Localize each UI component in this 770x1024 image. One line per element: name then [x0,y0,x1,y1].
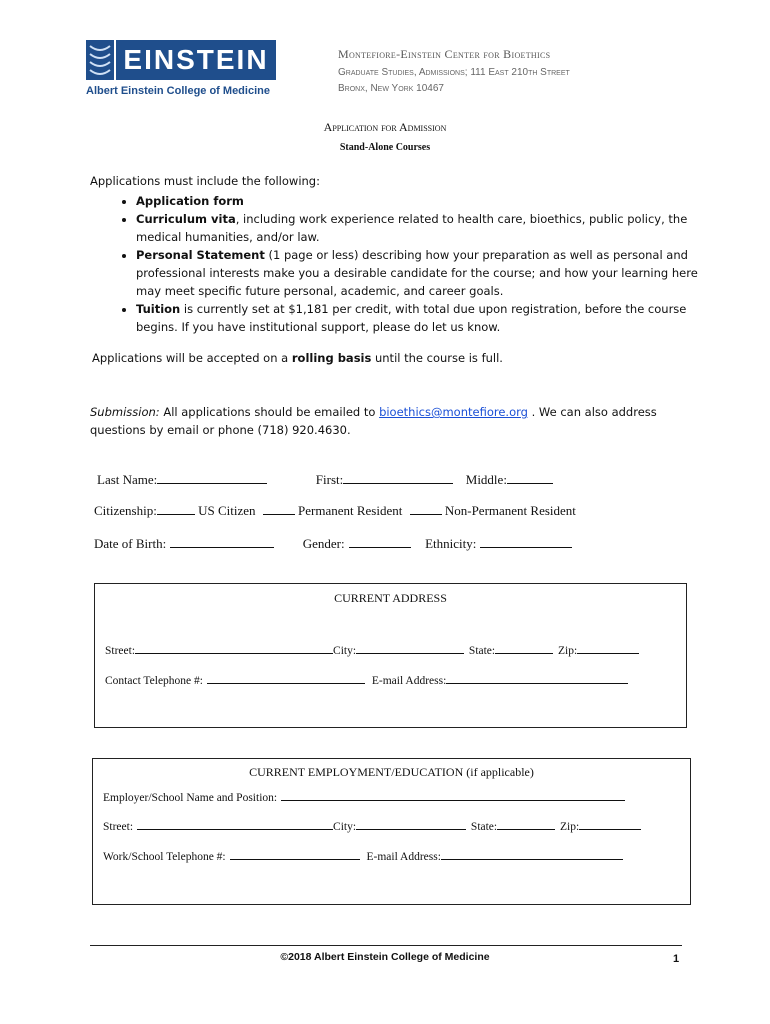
middle-name-field[interactable] [507,472,553,484]
non-permanent-resident-checkbox[interactable] [410,503,442,515]
employment-street-row: Street: City: State: Zip: [103,818,641,833]
rolling-basis-note: Applications will be accepted on a rolling basis until the course is full. [92,351,503,365]
requirements-intro: Applications must include the following: [90,174,320,188]
requirement-title: Personal Statement [136,248,265,262]
submission-label: Submission: [90,405,160,419]
us-citizen-checkbox[interactable] [157,503,195,515]
employment-contact-row: Work/School Telephone #: E-mail Address: [103,848,623,863]
logo-wordmark: EINSTEIN [116,40,276,80]
city-field[interactable] [356,642,464,654]
state-field[interactable] [495,642,553,654]
current-address-section [94,583,687,728]
employer-row: Employer/School Name and Position: [103,789,625,804]
citizenship-row [94,503,576,519]
work-street-field[interactable] [137,818,333,830]
einstein-logo [86,40,278,102]
dob-field[interactable] [170,536,274,548]
work-zip-field[interactable] [579,818,641,830]
logo-emblem-icon [86,40,114,80]
work-state-field[interactable] [497,818,555,830]
middle-name-label: Middle: [465,472,507,487]
email-link[interactable]: bioethics@montefiore.org [379,405,528,419]
requirement-title: Curriculum vita [136,212,236,226]
requirement-text: , including work experience related to health care, bioethics, public policy, the medical humanities, and/or law. [136,212,688,244]
permanent-resident-checkbox[interactable] [263,503,295,515]
citizenship-label: Citizenship: [94,503,157,518]
requirements-list [90,192,726,336]
employment-section [92,758,691,905]
center-info [338,47,668,94]
address-line-2: Bronx, New York 10467 [338,83,444,94]
ethnicity-label: Ethnicity: [425,536,477,551]
center-name: Montefiore-Einstein Center for Bioethics [338,47,551,61]
us-citizen-label: US Citizen [198,503,256,518]
current-address-title: CURRENT ADDRESS [334,591,447,605]
list-item [136,246,726,300]
first-name-label: First: [315,472,344,487]
requirement-text: (1 page or less) describing how your preparation as well as personal and professional interests make you a desirable candidate for the course; and how your learning here may meet specific future personal, academic, and career goals. [136,248,698,298]
email-field[interactable] [446,672,628,684]
employment-title: CURRENT EMPLOYMENT/EDUCATION (if applicable) [249,765,534,779]
last-name-label: Last Name: [97,472,158,487]
requirement-title: Tuition [136,302,181,316]
submission-note: Submission: All applications should be emailed to bioethics@montefiore.org . We can also address questions by email or phone (718) 920.4630. [90,405,657,437]
contact-phone-field[interactable] [207,672,365,684]
page-number: 1 [673,953,680,965]
permanent-resident-label: Permanent Resident [298,503,403,518]
non-permanent-resident-label: Non-Permanent Resident [444,503,576,518]
dob-label: Date of Birth: [94,536,167,551]
list-item [136,210,726,246]
gender-field[interactable] [349,536,411,548]
zip-field[interactable] [577,642,639,654]
name-row [97,472,553,488]
requirement-text: is currently set at $1,181 per credit, with total due upon registration, before the course begins. If you have institutional support, please do let us know. [136,302,687,334]
document-title: Application for Admission [323,120,447,134]
address-line-1: Graduate Studies, Admissions; 111 East 210th Street [338,67,570,78]
work-city-field[interactable] [356,818,466,830]
address-contact-row: Contact Telephone #: E-mail Address: [105,672,628,687]
work-email-field[interactable] [441,848,623,860]
list-item [136,300,726,336]
footer-divider [90,945,682,946]
footer-copyright: ©2018 Albert Einstein College of Medicine [280,951,490,963]
list-item [136,192,726,210]
street-field[interactable] [135,642,333,654]
gender-label: Gender: [302,536,345,551]
requirement-title: Application form [136,194,244,208]
last-name-field[interactable] [157,472,267,484]
logo-subtitle: Albert Einstein College of Medicine [86,85,270,97]
employer-field[interactable] [281,789,625,801]
work-phone-field[interactable] [230,848,360,860]
document-subtitle: Stand-Alone Courses [339,142,431,153]
first-name-field[interactable] [343,472,453,484]
address-street-row: Street: City: State: Zip: [105,642,639,657]
dob-row [94,536,572,552]
ethnicity-field[interactable] [480,536,572,548]
